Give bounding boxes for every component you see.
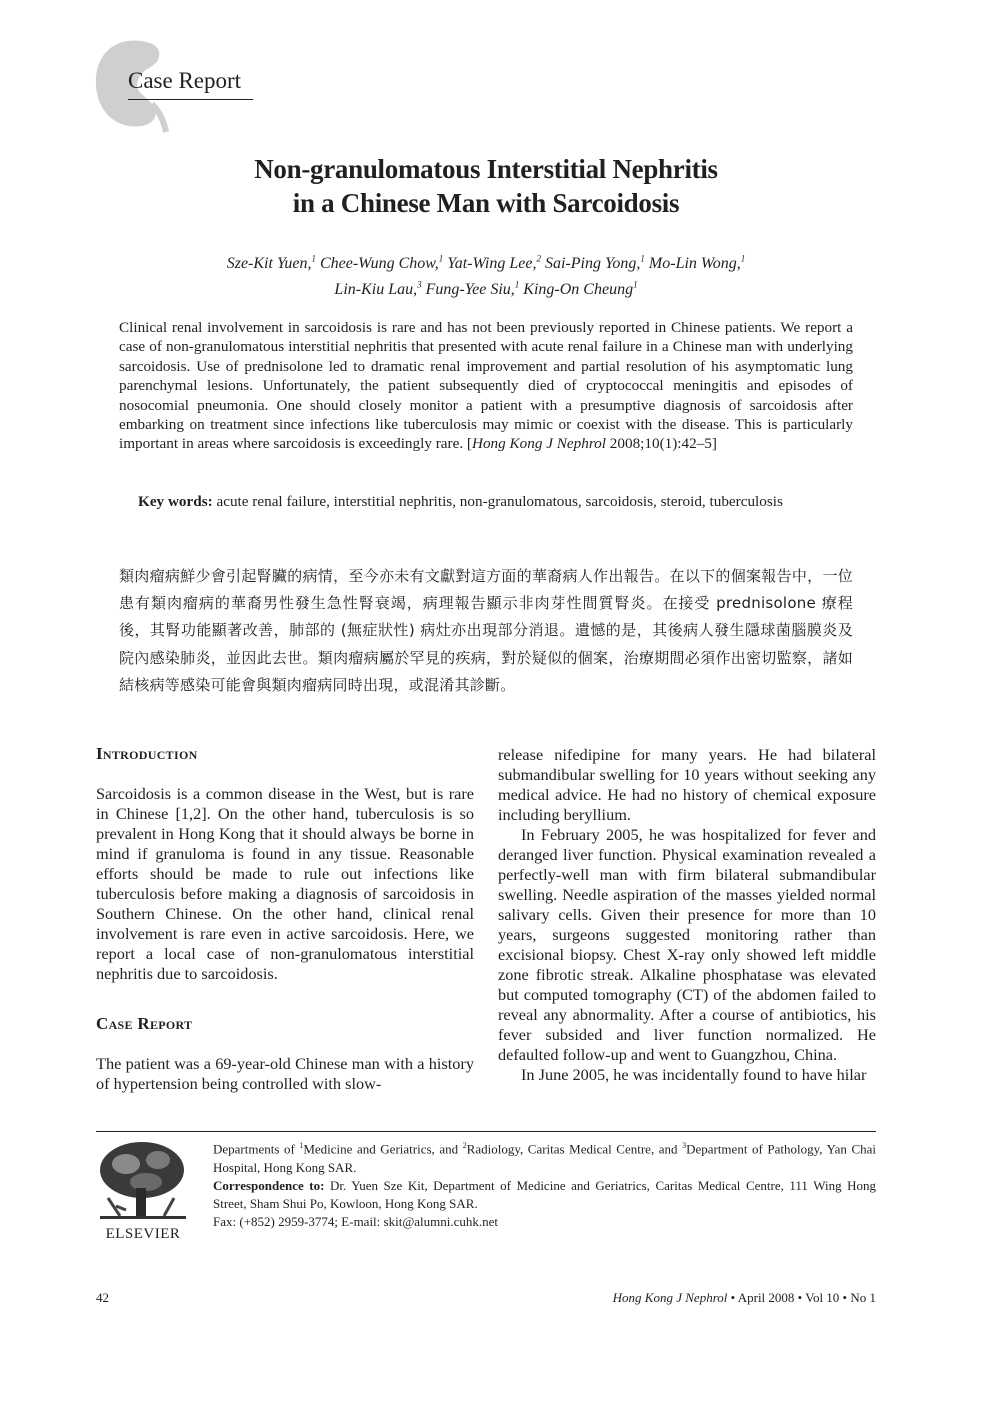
author: Sai-Ping Yong,$^1$	[544, 254, 645, 273]
journal-name: Hong Kong J Nephrol	[612, 1290, 728, 1305]
title-line: in a Chinese Man with Sarcoidosis	[292, 188, 680, 218]
case-report-heading: Case Report	[96, 1014, 193, 1033]
paragraph: In June 2005, he was incidentally found to have hilar	[521, 1065, 867, 1084]
contact-info: Fax: (+852) 2959-3774; E-mail: skit@alumni.cuhk.net	[213, 1214, 499, 1230]
right-column	[498, 745, 876, 1085]
author-list	[130, 249, 842, 300]
introduction-heading: Introduction	[96, 744, 198, 763]
paragraph: In February 2005, he was hospitalized for fever and deranged liver function. Physical examination revealed a perfectly-well man with firm bilateral submandibular swelling. Needle aspiration of the masses yielded normal salivary cells. Given their presence for more than 10 years, surgeons suggested monitoring rather than excisional biopsy. Chest X-ray only showed left middle zone fibrotic streak. Alkaline phosphatase was elevated but computed tomography (CT) of the abdomen failed to reveal any abnormality. After a course of antibiotics, his fever subsided and liver function normalized. He defaulted follow-up and went to Guangzhou, China.	[498, 825, 876, 1064]
correspondence-label: Correspondence to:	[213, 1177, 325, 1193]
page-number: 42	[96, 1290, 109, 1305]
paragraph: release nifedipine for many years. He had bilateral submandibular swelling for 10 years without seeking any medical advice. He had no history of chemical exposure including beryllium.	[498, 745, 876, 824]
author: King-On Cheung$^1$	[523, 279, 638, 298]
title-line: Non-granulomatous Interstitial Nephritis	[254, 154, 718, 184]
section-tag: Case Report	[128, 68, 253, 100]
paragraph: The patient was a 69-year-old Chinese man with a history of hypertension being controlled with slow-	[96, 1054, 474, 1093]
keywords-label: Key words:	[138, 493, 213, 510]
paragraph: Sarcoidosis is a common disease in the West, but is rare in Chinese [1,2]. On the other hand, tuberculosis is so prevalent in Hong Kong that it should always be borne in mind if granuloma is found in any tissue. Reasonable efforts should be made to rule out infections like tuberculosis before making a diagnosis of sarcoidosis in Southern Chinese. On the other hand, clinical renal involvement is rare even in active sarcoidosis. Here, we report a local case of non-granulomatous interstitial nephritis due to sarcoidosis.	[96, 784, 474, 983]
elsevier-tree-logo	[96, 1138, 192, 1242]
affiliations	[213, 1137, 876, 1231]
article-title	[130, 152, 842, 220]
author: Yat-Wing Lee,$^2$	[447, 254, 541, 273]
author: Fung-Yee Siu,$^1$	[425, 279, 520, 298]
chinese-abstract: 類肉瘤病鮮少會引起腎臟的病情，至今亦未有文獻對這方面的華裔病人作出報告。在以下的個案報告中，一位患有類肉瘤病的華裔男性發生急性腎衰竭，病理報告顯示非肉芽性間質腎炎。在接受 prednisolone 療程後，其腎功能顯著改善，肺部的 (無症狀性) 病灶亦出現部分消退。遺憾的是，其後病人發生隱球菌腦膜炎及院內感染肺炎，並因此去世。類肉瘤病屬於罕見的疾病，對於疑似的個案，治療期間必須作出密切監察，諸如結核病等感染可能會與類肉瘤病同時出現，或混淆其診斷。	[119, 567, 853, 694]
journal-info: Hong Kong J Nephrol • April 2008 • Vol 10 • No 1	[612, 1290, 876, 1305]
left-column	[96, 744, 474, 1094]
author: Chee-Wung Chow,$^1$	[319, 254, 444, 273]
correspondence: Correspondence to: Dr. Yuen Sze Kit, Department of Medicine and Geriatrics, Caritas Medical Centre, 111 Wing Hong Street, Sham Shui Po, Kowloon, Hong Kong SAR.	[213, 1177, 876, 1211]
footer-divider	[96, 1131, 876, 1132]
publisher-name: ELSEVIER	[105, 1226, 181, 1242]
author: Sze-Kit Yuen,$^1$	[226, 254, 316, 273]
abstract: Clinical renal involvement in sarcoidosis is rare and has not been previously reported in Chinese patients. We report a case of non-granulomatous interstitial nephritis that presented with acute renal failure in a Chinese man with underlying sarcoidosis. Use of prednisolone led to dramatic renal improvement and partial resolution of his asymptomatic lung parenchymal lesions. Unfortunately, the patient subsequently died of cryptococcal meningitis and episodes of nosocomial pneumonia. One should closely monitor a patient with a presumptive diagnosis of sarcoidosis after embarking on treatment since infections like tuberculosis may mimic or coexist with the disease. This is particularly important in areas where sarcoidosis is exceedingly rare. [Hong Kong J Nephrol 2008;10(1):42–5]	[119, 319, 853, 453]
author: Mo-Lin Wong,$^1$	[648, 254, 746, 273]
departments: Departments of $^1$Medicine and Geriatrics, and $^2$Radiology, Caritas Medical Centre, and $^3$Department of Pathology, Yan Chai Hospital, Hong Kong SAR.	[213, 1141, 876, 1175]
author: Lin-Kiu Lau,$^3$	[334, 279, 422, 298]
keywords: Key words: acute renal failure, interstitial nephritis, non-granulomatous, sarcoidosis, steroid, tuberculosis	[138, 493, 783, 510]
journal-citation: Hong Kong J Nephrol	[471, 435, 606, 453]
